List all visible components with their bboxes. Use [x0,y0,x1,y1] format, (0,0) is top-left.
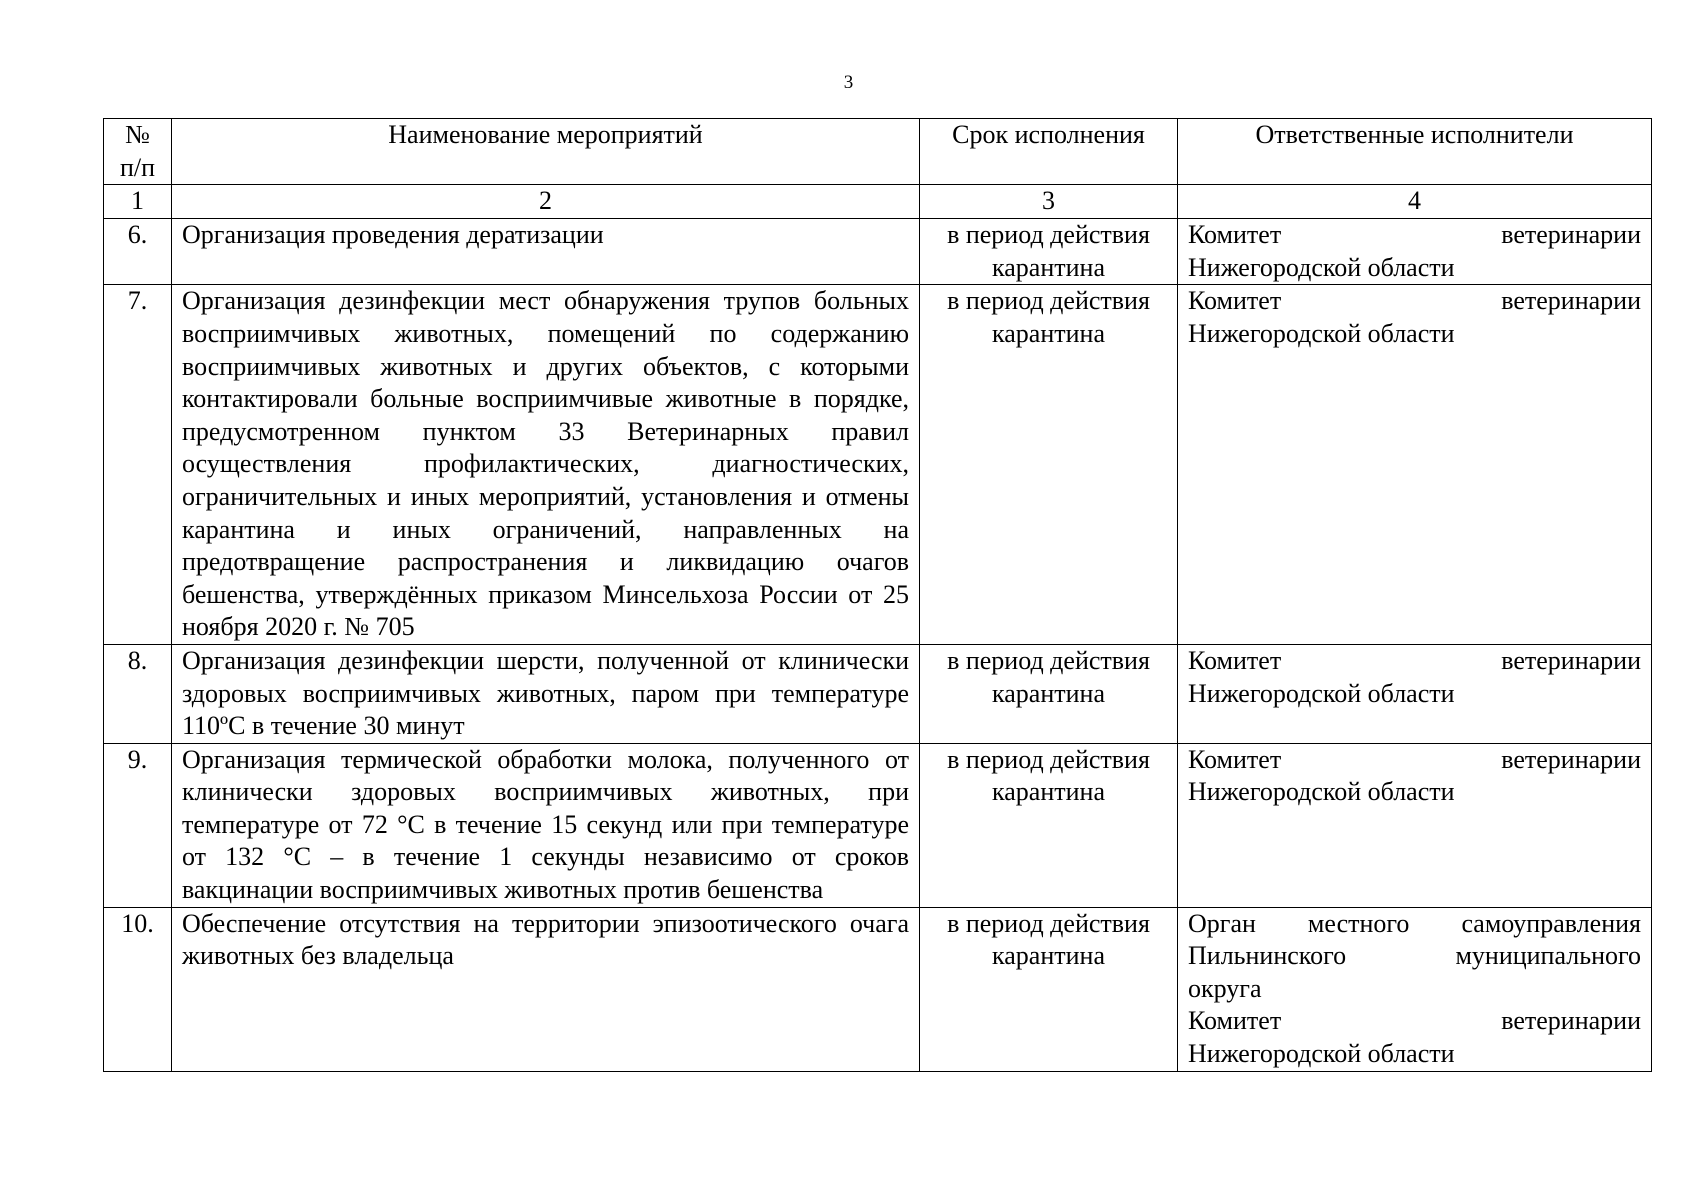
measures-table [103,118,1652,1072]
term-cell: в период действия карантина [920,743,1178,907]
executor-line: Комитет ветеринарии [1188,220,1641,250]
measure-cell: Организация термической обработки молока, полученного от клинически здоровых восприимчивых животных, при температуре от 72 °С в течение 15 секунд или при температуре от 132 °С – в течение 1 секунды независимо от сроков вакцинации восприимчивых животных против бешенства [172,743,920,907]
executor-line: Комитет ветеринарии [1188,645,1641,675]
term-cell: в период действия карантина [920,907,1178,1071]
table-row [104,285,1652,645]
executor-line: округа [1188,973,1262,1003]
executor-line: Нижегородской области [1188,318,1455,348]
header-number: № п/п [104,119,172,185]
header-measure: Наименование мероприятий [172,119,920,185]
term-cell: в период действия карантина [920,285,1178,645]
column-numbers-row [104,185,1652,219]
measure-cell: Организация проведения дератизации [172,219,920,285]
term-cell: в период действия карантина [920,219,1178,285]
column-number: 2 [172,185,920,219]
executors-cell [1178,743,1652,907]
table-row [104,743,1652,907]
column-number: 4 [1178,185,1652,219]
executor-line: Комитет ветеринарии [1188,286,1641,316]
executors-cell [1178,285,1652,645]
executor-line: Нижегородской области [1188,777,1455,807]
row-number: 6. [104,219,172,285]
header-executors: Ответственные исполнители [1178,119,1652,185]
executor-line: Пильнинского муниципального [1188,941,1641,971]
table-header-row [104,119,1652,185]
column-number: 1 [104,185,172,219]
measure-cell: Обеспечение отсутствия на территории эпизоотического очага животных без владельца [172,907,920,1071]
header-term: Срок исполнения [920,119,1178,185]
executor-line: Нижегородской области [1188,1039,1455,1069]
executor-line: Орган местного самоуправления [1188,908,1641,938]
executors-cell [1178,907,1652,1071]
term-cell: в период действия карантина [920,644,1178,743]
executor-line: Комитет ветеринарии [1188,744,1641,774]
row-number: 8. [104,644,172,743]
executors-cell [1178,219,1652,285]
executor-line: Нижегородской области [1188,252,1455,282]
executors-cell [1178,644,1652,743]
measure-cell: Организация дезинфекции шерсти, полученной от клинически здоровых восприимчивых животных, паром при температуре 110ºС в течение 30 минут [172,644,920,743]
column-number: 3 [920,185,1178,219]
executor-line: Комитет ветеринарии [1188,1006,1641,1036]
executor-line: Нижегородской области [1188,678,1455,708]
row-number: 10. [104,907,172,1071]
row-number: 9. [104,743,172,907]
row-number: 7. [104,285,172,645]
table-row [104,219,1652,285]
page-number: 3 [843,72,854,93]
table-row [104,644,1652,743]
table-row [104,907,1652,1071]
measure-cell: Организация дезинфекции мест обнаружения трупов больных восприимчивых животных, помещений по содержанию восприимчивых животных и других объектов, с которыми контактировали больные восприимчивые животные в порядке, предусмотренном пунктом 33 Ветеринарных правил осуществления профилактических, диагностических, ограничительных и иных мероприятий, установления и отмены карантина и иных ограничений, направленных на предотвращение распространения и ликвидацию очагов бешенства, утверждённых приказом Минсельхоза России от 25 ноября 2020 г. № 705 [172,285,920,645]
